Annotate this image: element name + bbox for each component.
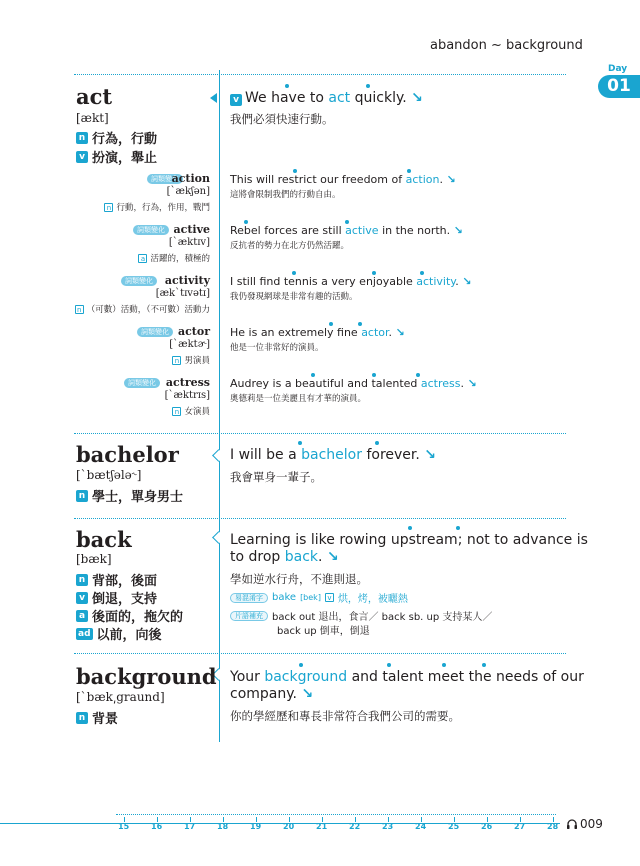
example-translation: 反抗者的勢力在北方仍然活躍。 xyxy=(230,241,350,251)
definition xyxy=(76,147,157,166)
intonation-falling-icon: ↘ xyxy=(301,686,314,702)
headword-bachelor: bachelor xyxy=(76,442,179,467)
stress-dot xyxy=(408,526,412,530)
note-tag: 片語補充 xyxy=(230,611,268,621)
definition xyxy=(76,128,157,147)
derivative-word: action xyxy=(171,172,210,185)
derivative-definition: n 男演員 xyxy=(172,354,210,366)
stress-dot xyxy=(293,169,297,173)
arrow-left-icon xyxy=(210,93,217,103)
headword-act: act xyxy=(76,84,113,109)
definition-text: 以前，向後 xyxy=(96,628,162,643)
footer-dotted-line xyxy=(116,814,556,815)
page-header-title: abandon ~ background xyxy=(430,38,583,53)
derivative-tag: 詞類變化 xyxy=(121,276,157,286)
derivative-tag: 詞類變化 xyxy=(137,327,173,337)
derivative-word: actress xyxy=(165,376,210,389)
tick-label: 17 xyxy=(184,822,196,831)
pos-badge: v xyxy=(230,94,242,106)
stress-dot xyxy=(292,271,296,275)
definition xyxy=(76,708,118,727)
stress-dot xyxy=(329,322,333,326)
phonetic-bachelor: [`bætʃələ˞] xyxy=(76,468,142,482)
definition-text: 背景 xyxy=(92,712,119,727)
example-sentence: to drop back. ↘ xyxy=(230,549,339,565)
column-divider xyxy=(219,70,220,742)
pos-badge: n xyxy=(76,490,88,502)
pos-badge: n xyxy=(76,712,88,724)
stress-dot xyxy=(407,169,411,173)
pos-badge: n xyxy=(172,356,181,365)
phonetic-act: [ækt] xyxy=(76,111,109,125)
example-sentence-line1: Learning is like rowing upstream; not to advance is xyxy=(230,532,588,548)
stress-dot xyxy=(375,441,379,445)
definition xyxy=(76,606,183,625)
stress-dot xyxy=(345,220,349,224)
intonation-falling-icon: ↘ xyxy=(467,377,477,390)
definition xyxy=(76,486,183,505)
tick-label: 25 xyxy=(448,822,460,831)
headword-back: back xyxy=(76,527,132,552)
stress-dot xyxy=(442,663,446,667)
stress-dot xyxy=(456,526,460,530)
definition-text: 背部，後面 xyxy=(92,574,158,589)
note-confusable: 易混淆字 bake [bek] v 烘，烤，被曬熱 xyxy=(230,590,408,605)
tick-label: 22 xyxy=(349,822,361,831)
definition-text: 扮演，舉止 xyxy=(92,151,158,166)
example-sentence: Rebel forces are still active in the north. ↘ xyxy=(230,224,463,237)
footer-line xyxy=(0,823,560,824)
tick-label: 28 xyxy=(547,822,559,831)
pos-badge: n xyxy=(75,305,84,314)
example-sentence: v We have to act quickly. ↘ xyxy=(230,90,423,106)
stress-dot xyxy=(244,220,248,224)
definition-text: 倒退，支持 xyxy=(92,592,158,607)
pos-badge: v xyxy=(325,593,334,602)
stress-dot xyxy=(285,84,289,88)
derivative-phonetic: [æk`tɪvətɪ] xyxy=(155,288,210,299)
derivative-word: actor xyxy=(177,325,210,338)
tick-label: 16 xyxy=(151,822,163,831)
day-number: 01 xyxy=(598,75,640,98)
stress-dot xyxy=(482,663,486,667)
derivative-definition: n 女演員 xyxy=(172,405,210,417)
note-phrase-line2: back up 倒車，倒退 xyxy=(277,626,370,637)
day-tab xyxy=(598,64,640,98)
definition-text: 後面的，拖欠的 xyxy=(92,610,184,625)
highlighted-word: action xyxy=(405,173,440,186)
definition-text: 行為，行動 xyxy=(92,132,158,147)
tick-label: 20 xyxy=(283,822,295,831)
pos-badge: a xyxy=(138,254,147,263)
stress-dot xyxy=(387,663,391,667)
note-phrase: 片語補充 back out 退出，食言／ back sb. up 支持某人／ xyxy=(230,608,492,623)
stress-dot xyxy=(372,373,376,377)
stress-dot xyxy=(299,663,303,667)
stress-dot xyxy=(416,373,420,377)
tick-label: 15 xyxy=(118,822,130,831)
separator-back xyxy=(74,518,566,519)
pos-badge: a xyxy=(76,610,88,622)
stress-dot xyxy=(366,84,370,88)
example-translation: 你的學經歷和專長非常符合我們公司的需要。 xyxy=(230,709,460,723)
phonetic-background: [`bæk͵graund] xyxy=(76,690,165,704)
note-tag: 易混淆字 xyxy=(230,593,268,603)
headword-background: background xyxy=(76,664,217,689)
headphone-icon xyxy=(566,818,578,830)
separator-top xyxy=(74,74,566,75)
derivative-definition: a 活躍的，積極的 xyxy=(138,252,210,264)
highlighted-word: active xyxy=(345,224,379,237)
stress-dot xyxy=(311,373,315,377)
derivative-word: activity xyxy=(164,274,210,287)
pos-badge: v xyxy=(76,592,88,604)
pos-badge: n xyxy=(76,574,88,586)
derivative-definition: n （可數）活動，（不可數）活動力 xyxy=(75,303,210,315)
highlighted-word: activity xyxy=(416,275,456,288)
example-sentence: I will be a bachelor forever. ↘ xyxy=(230,447,437,463)
example-translation: 這將會限制我們的行動自由。 xyxy=(230,190,341,200)
pos-badge: v xyxy=(76,151,88,163)
example-translation: 學如逆水行舟，不進則退。 xyxy=(230,572,368,586)
stress-dot xyxy=(298,441,302,445)
highlighted-word: back xyxy=(284,549,319,565)
stress-dot xyxy=(358,322,362,326)
derivative-definition: n 行動，行為，作用，戰鬥 xyxy=(104,201,210,213)
derivative-word: active xyxy=(173,223,210,236)
example-translation: 他是一位非常好的演員。 xyxy=(230,343,324,353)
derivative-tag: 詞類變化 xyxy=(124,378,160,388)
intonation-falling-icon: ↘ xyxy=(446,173,456,186)
notch-icon xyxy=(212,449,225,462)
day-label: Day xyxy=(608,64,628,74)
example-translation: 我們必須快速行動。 xyxy=(230,112,334,126)
intonation-falling-icon: ↘ xyxy=(453,224,463,237)
intonation-falling-icon: ↘ xyxy=(411,90,423,106)
example-sentence: Your background and talent meet the needs of our xyxy=(230,669,584,685)
derivative-phonetic: [`æktrɪs] xyxy=(164,390,210,401)
highlighted-word: background xyxy=(264,669,348,685)
separator-background xyxy=(74,653,566,654)
tick-label: 26 xyxy=(481,822,493,831)
page-number: 009 xyxy=(580,817,603,831)
separator-bachelor xyxy=(74,433,566,434)
definition xyxy=(76,588,157,607)
tick-label: 23 xyxy=(382,822,394,831)
derivative-phonetic: [`æktɪv] xyxy=(168,237,210,248)
highlighted-word: act xyxy=(328,90,351,106)
intonation-falling-icon: ↘ xyxy=(424,447,437,463)
derivative-phonetic: [`ækʃən] xyxy=(166,186,210,197)
stress-dot xyxy=(372,271,376,275)
pos-badge: n xyxy=(104,203,113,212)
tick-label: 24 xyxy=(415,822,427,831)
pos-badge: n xyxy=(172,407,181,416)
highlighted-word: bachelor xyxy=(301,447,363,463)
example-sentence: Audrey is a beautiful and talented actress. ↘ xyxy=(230,377,477,390)
pos-badge: ad xyxy=(78,628,91,639)
tick-label: 18 xyxy=(217,822,229,831)
stress-dot xyxy=(420,271,424,275)
example-sentence-line2: company. ↘ xyxy=(230,686,314,702)
highlighted-word: actress xyxy=(420,377,461,390)
tick-label: 19 xyxy=(250,822,262,831)
derivative-tag: 詞類變化 xyxy=(147,174,183,184)
intonation-falling-icon: ↘ xyxy=(326,549,339,565)
definition xyxy=(76,624,162,643)
definition-text: 學士，單身男士 xyxy=(92,490,184,505)
notch-icon xyxy=(212,531,225,544)
example-sentence: He is an extremely fine actor. ↘ xyxy=(230,326,405,339)
example-translation: 我會單身一輩子。 xyxy=(230,470,322,484)
intonation-falling-icon: ↘ xyxy=(395,326,405,339)
example-translation: 我仍發現網球是非常有趣的活動。 xyxy=(230,292,358,302)
tick-label: 27 xyxy=(514,822,526,831)
highlighted-word: actor xyxy=(361,326,389,339)
phonetic-back: [bæk] xyxy=(76,552,112,566)
intonation-falling-icon: ↘ xyxy=(462,275,472,288)
example-sentence: I still find tennis a very enjoyable activity. ↘ xyxy=(230,275,472,288)
derivative-phonetic: [`æktɚ] xyxy=(169,339,210,350)
derivative-tag: 詞類變化 xyxy=(133,225,169,235)
example-sentence: This will restrict our freedom of action. ↘ xyxy=(230,173,456,186)
tick-label: 21 xyxy=(316,822,328,831)
pos-badge: n xyxy=(76,132,88,144)
definition xyxy=(76,570,157,589)
example-translation: 奧德莉是一位美麗且有才華的演員。 xyxy=(230,394,367,404)
